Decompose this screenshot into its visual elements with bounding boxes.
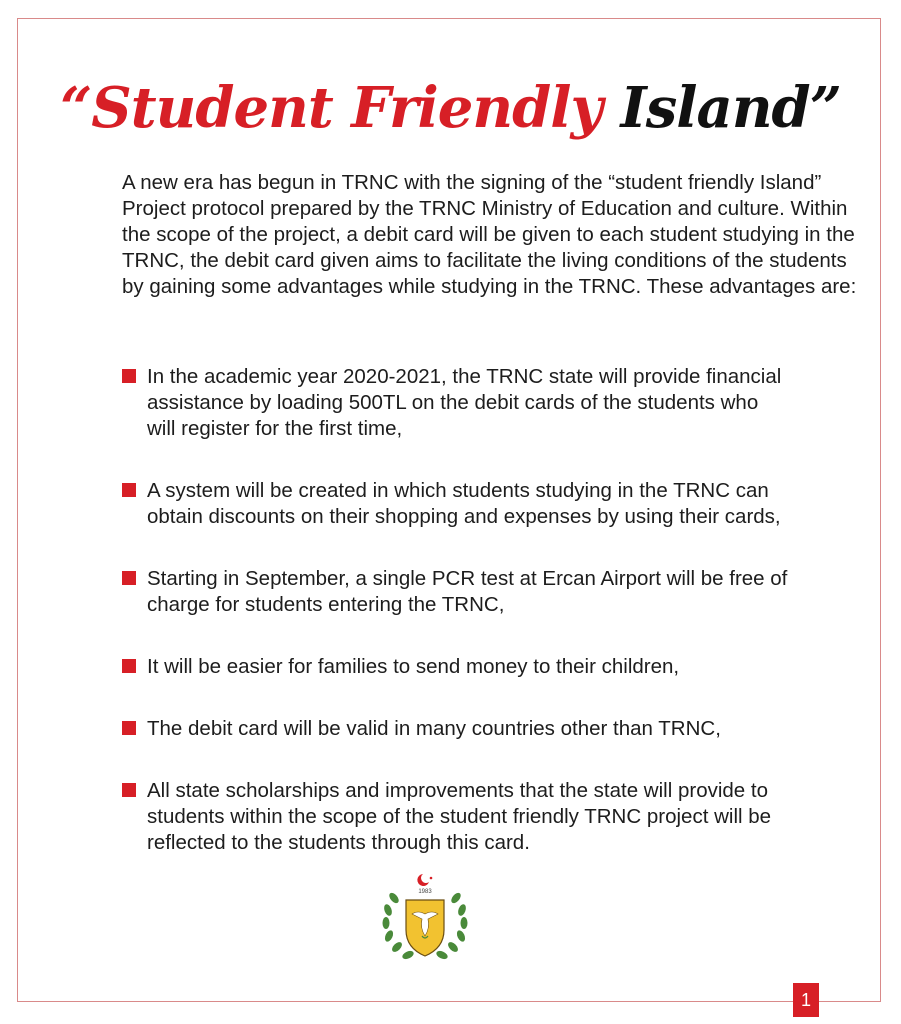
advantage-item: [122, 716, 857, 742]
intro-paragraph: A new era has begun in TRNC with the signing of the “student friendly Island” Project protocol prepared by the TRNC Ministry of Education and culture. Within the scope of the project, a debit card will be given to each student studying in the TRNC, the debit card given aims to facilitate the living conditions of the students by gaining some advantages while studying in the TRNC. These advantages are:: [122, 171, 857, 298]
emblem-year: 1983: [418, 889, 432, 895]
advantage-text: Starting in September, a single PCR test at Ercan Airport will be free of charge for students entering the TRNC,: [147, 567, 788, 616]
advantages-list: [122, 364, 857, 856]
advantage-text: All state scholarships and improvements that the state will provide to students within the scope of the student friendly TRNC project will be reflected to the students through this card.: [147, 779, 772, 854]
bullet-square-icon: [122, 659, 136, 673]
advantage-text: It will be easier for families to send money to their children,: [147, 655, 680, 678]
advantage-text: The debit card will be valid in many countries other than TRNC,: [147, 717, 721, 740]
page-title: [0, 68, 901, 148]
advantage-item: [122, 478, 857, 530]
bullet-square-icon: [122, 783, 136, 797]
bullet-square-icon: [122, 571, 136, 585]
title-island: Island: [620, 75, 810, 141]
advantage-item: [122, 654, 857, 680]
advantage-text: A system will be created in which students studying in the TRNC can obtain discounts on their shopping and expenses by using their cards,: [147, 479, 781, 528]
title-open-quote: “: [60, 75, 92, 141]
page-number: 1: [793, 983, 819, 1017]
advantage-item: [122, 566, 857, 618]
advantage-item: [122, 364, 857, 442]
advantage-item: [122, 778, 857, 856]
trnc-coat-of-arms-icon: [378, 870, 472, 968]
bullet-square-icon: [122, 721, 136, 735]
advantage-text: In the academic year 2020-2021, the TRNC state will provide financial assistance by loading 500TL on the debit cards of the students who will register for the first time,: [147, 365, 782, 440]
bullet-square-icon: [122, 483, 136, 497]
bullet-square-icon: [122, 369, 136, 383]
title-close-quote: ”: [809, 75, 841, 141]
title-student-friendly: Student Friendly: [91, 75, 603, 141]
